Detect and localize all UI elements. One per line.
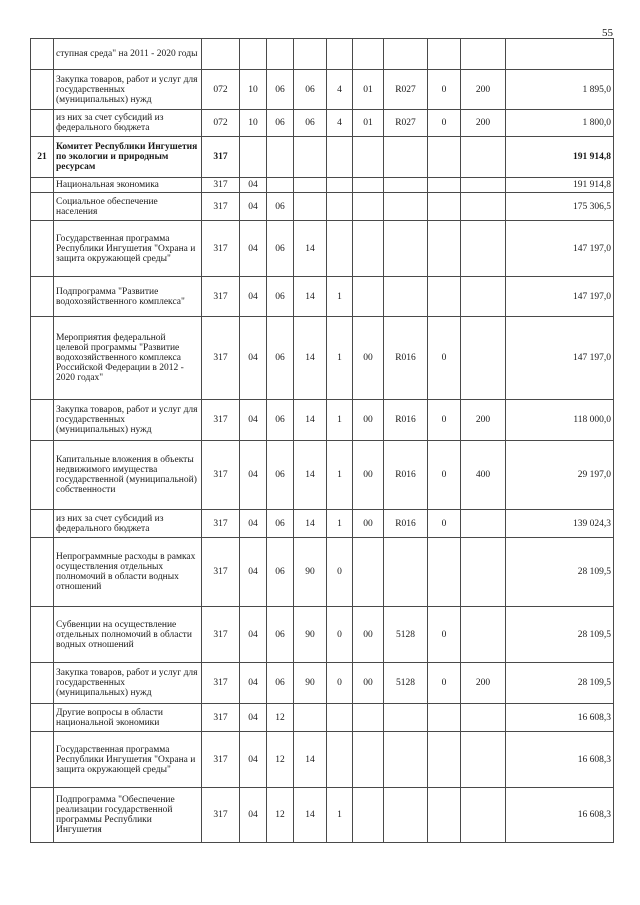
row-name-cell: из них за счет субсидий из федерального бюджета: [54, 110, 202, 137]
row-number-cell: [31, 663, 54, 704]
direction-code-cell: [384, 732, 428, 788]
section-code-cell: [240, 39, 267, 70]
main-activity-code-cell: [353, 538, 384, 607]
extra-code-cell: [428, 704, 461, 732]
extra-code-cell: [428, 193, 461, 221]
row-number-cell: [31, 110, 54, 137]
subsection-code-cell: 06: [267, 110, 294, 137]
row-number-cell: [31, 510, 54, 538]
subprogram-code-cell: 1: [327, 510, 353, 538]
subsection-code-cell: 06: [267, 70, 294, 110]
row-number-cell: [31, 70, 54, 110]
amount-cell: 1 895,0: [506, 70, 614, 110]
direction-code-cell: R016: [384, 510, 428, 538]
ministry-code-cell: 317: [202, 441, 240, 510]
extra-code-cell: 0: [428, 607, 461, 663]
table-row: [31, 277, 614, 317]
subprogram-code-cell: 1: [327, 277, 353, 317]
row-number-cell: [31, 221, 54, 277]
expense-type-cell: [461, 788, 506, 843]
main-activity-code-cell: [353, 788, 384, 843]
table-row: [31, 441, 614, 510]
extra-code-cell: 0: [428, 441, 461, 510]
direction-code-cell: [384, 178, 428, 193]
direction-code-cell: R016: [384, 317, 428, 400]
direction-code-cell: [384, 137, 428, 178]
table-row: [31, 193, 614, 221]
amount-cell: 147 197,0: [506, 317, 614, 400]
subsection-code-cell: [267, 137, 294, 178]
ministry-code-cell: 317: [202, 193, 240, 221]
direction-code-cell: [384, 193, 428, 221]
direction-code-cell: R016: [384, 400, 428, 441]
program-code-cell: [294, 704, 327, 732]
ministry-code-cell: 317: [202, 704, 240, 732]
table-row: [31, 732, 614, 788]
expense-type-cell: [461, 510, 506, 538]
row-name-cell: Национальная экономика: [54, 178, 202, 193]
direction-code-cell: [384, 39, 428, 70]
table-row: [31, 663, 614, 704]
subprogram-code-cell: 1: [327, 441, 353, 510]
expense-type-cell: 200: [461, 110, 506, 137]
extra-code-cell: [428, 221, 461, 277]
row-name-cell: Государственная программа Республики Ингушетия "Охрана и защита окружающей среды": [54, 732, 202, 788]
subprogram-code-cell: [327, 732, 353, 788]
section-code-cell: 04: [240, 704, 267, 732]
expense-type-cell: [461, 178, 506, 193]
expense-type-cell: 200: [461, 400, 506, 441]
table-row: [31, 788, 614, 843]
subprogram-code-cell: 1: [327, 317, 353, 400]
row-name-cell: Социальное обеспечение населения: [54, 193, 202, 221]
row-name-cell: Непрограммные расходы в рамках осуществления отдельных полномочий в области водных отношений: [54, 538, 202, 607]
main-activity-code-cell: [353, 277, 384, 317]
row-name-cell: Закупка товаров, работ и услуг для государственных (муниципальных) нужд: [54, 70, 202, 110]
amount-cell: 29 197,0: [506, 441, 614, 510]
subprogram-code-cell: 4: [327, 110, 353, 137]
amount-cell: 16 608,3: [506, 732, 614, 788]
main-activity-code-cell: [353, 178, 384, 193]
table-row: [31, 400, 614, 441]
extra-code-cell: [428, 788, 461, 843]
expense-type-cell: [461, 317, 506, 400]
expense-type-cell: 400: [461, 441, 506, 510]
main-activity-code-cell: 00: [353, 607, 384, 663]
ministry-code-cell: 317: [202, 317, 240, 400]
main-activity-code-cell: [353, 193, 384, 221]
row-number-cell: [31, 39, 54, 70]
subsection-code-cell: 12: [267, 788, 294, 843]
table-row: [31, 70, 614, 110]
table-row: [31, 137, 614, 178]
row-number-cell: [31, 538, 54, 607]
row-number-cell: [31, 277, 54, 317]
main-activity-code-cell: [353, 704, 384, 732]
table-row: [31, 538, 614, 607]
section-code-cell: 10: [240, 110, 267, 137]
subprogram-code-cell: [327, 221, 353, 277]
expense-type-cell: [461, 538, 506, 607]
extra-code-cell: 0: [428, 400, 461, 441]
subprogram-code-cell: 1: [327, 400, 353, 441]
subsection-code-cell: 06: [267, 663, 294, 704]
ministry-code-cell: 317: [202, 732, 240, 788]
amount-cell: 28 109,5: [506, 663, 614, 704]
subsection-code-cell: 12: [267, 704, 294, 732]
section-code-cell: 04: [240, 400, 267, 441]
row-name-cell: Комитет Республики Ингушетия по экологии и природным ресурсам: [54, 137, 202, 178]
table-row: [31, 110, 614, 137]
amount-cell: 139 024,3: [506, 510, 614, 538]
row-name-cell: Подпрограмма "Обеспечение реализации государственной программы Республики Ингушетия: [54, 788, 202, 843]
table-row: [31, 607, 614, 663]
direction-code-cell: 5128: [384, 663, 428, 704]
subsection-code-cell: [267, 178, 294, 193]
section-code-cell: 04: [240, 607, 267, 663]
extra-code-cell: 0: [428, 663, 461, 704]
program-code-cell: [294, 137, 327, 178]
table-row: [31, 221, 614, 277]
program-code-cell: 14: [294, 221, 327, 277]
section-code-cell: 04: [240, 732, 267, 788]
direction-code-cell: R016: [384, 441, 428, 510]
row-number-cell: [31, 317, 54, 400]
main-activity-code-cell: 00: [353, 400, 384, 441]
subsection-code-cell: 06: [267, 277, 294, 317]
program-code-cell: 14: [294, 400, 327, 441]
row-name-cell: Капитальные вложения в объекты недвижимого имущества государственной (муниципальной) собственности: [54, 441, 202, 510]
row-number-cell: [31, 607, 54, 663]
ministry-code-cell: 317: [202, 538, 240, 607]
amount-cell: 175 306,5: [506, 193, 614, 221]
section-code-cell: [240, 137, 267, 178]
row-number-cell: [31, 193, 54, 221]
subprogram-code-cell: [327, 193, 353, 221]
subsection-code-cell: 12: [267, 732, 294, 788]
section-code-cell: 04: [240, 193, 267, 221]
expense-type-cell: [461, 193, 506, 221]
subprogram-code-cell: [327, 704, 353, 732]
direction-code-cell: R027: [384, 70, 428, 110]
amount-cell: 28 109,5: [506, 538, 614, 607]
ministry-code-cell: 317: [202, 607, 240, 663]
amount-cell: 28 109,5: [506, 607, 614, 663]
program-code-cell: 14: [294, 317, 327, 400]
section-code-cell: 04: [240, 317, 267, 400]
program-code-cell: 14: [294, 441, 327, 510]
expense-type-cell: [461, 39, 506, 70]
table-row: [31, 39, 614, 70]
subprogram-code-cell: 1: [327, 788, 353, 843]
row-name-cell: Другие вопросы в области национальной экономики: [54, 704, 202, 732]
ministry-code-cell: 072: [202, 110, 240, 137]
row-name-cell: ступная среда" на 2011 - 2020 годы: [54, 39, 202, 70]
row-name-cell: Подпрограмма "Развитие водохозяйственного комплекса": [54, 277, 202, 317]
row-number-cell: [31, 178, 54, 193]
main-activity-code-cell: 01: [353, 70, 384, 110]
ministry-code-cell: 317: [202, 277, 240, 317]
row-name-cell: Государственная программа Республики Ингушетия "Охрана и защита окружающей среды": [54, 221, 202, 277]
subsection-code-cell: 06: [267, 193, 294, 221]
subprogram-code-cell: [327, 178, 353, 193]
amount-cell: 147 197,0: [506, 221, 614, 277]
extra-code-cell: [428, 538, 461, 607]
amount-cell: 16 608,3: [506, 704, 614, 732]
subsection-code-cell: 06: [267, 317, 294, 400]
main-activity-code-cell: [353, 39, 384, 70]
ministry-code-cell: 317: [202, 510, 240, 538]
section-code-cell: 10: [240, 70, 267, 110]
expense-type-cell: [461, 221, 506, 277]
ministry-code-cell: 317: [202, 178, 240, 193]
ministry-code-cell: 317: [202, 663, 240, 704]
direction-code-cell: 5128: [384, 607, 428, 663]
expense-type-cell: 200: [461, 663, 506, 704]
program-code-cell: 90: [294, 538, 327, 607]
section-code-cell: 04: [240, 178, 267, 193]
subsection-code-cell: 06: [267, 221, 294, 277]
program-code-cell: 06: [294, 70, 327, 110]
subprogram-code-cell: 0: [327, 663, 353, 704]
amount-cell: 118 000,0: [506, 400, 614, 441]
table-row: [31, 510, 614, 538]
subsection-code-cell: 06: [267, 538, 294, 607]
program-code-cell: [294, 39, 327, 70]
program-code-cell: 14: [294, 510, 327, 538]
main-activity-code-cell: 00: [353, 441, 384, 510]
extra-code-cell: [428, 137, 461, 178]
program-code-cell: 90: [294, 607, 327, 663]
main-activity-code-cell: 01: [353, 110, 384, 137]
subsection-code-cell: 06: [267, 510, 294, 538]
expense-type-cell: [461, 704, 506, 732]
extra-code-cell: [428, 178, 461, 193]
ministry-code-cell: 317: [202, 221, 240, 277]
main-activity-code-cell: 00: [353, 663, 384, 704]
program-code-cell: 14: [294, 788, 327, 843]
program-code-cell: 14: [294, 277, 327, 317]
row-name-cell: Мероприятия федеральной целевой программы "Развитие водохозяйственного комплекса Российской Федерации в 2012 - 2020 годах": [54, 317, 202, 400]
subsection-code-cell: [267, 39, 294, 70]
extra-code-cell: 0: [428, 510, 461, 538]
subsection-code-cell: 06: [267, 441, 294, 510]
ministry-code-cell: 072: [202, 70, 240, 110]
subprogram-code-cell: 0: [327, 538, 353, 607]
row-name-cell: Закупка товаров, работ и услуг для государственных (муниципальных) нужд: [54, 663, 202, 704]
direction-code-cell: [384, 221, 428, 277]
expense-type-cell: [461, 137, 506, 178]
direction-code-cell: R027: [384, 110, 428, 137]
row-number-cell: [31, 732, 54, 788]
section-code-cell: 04: [240, 788, 267, 843]
expense-type-cell: 200: [461, 70, 506, 110]
table-row: [31, 178, 614, 193]
program-code-cell: [294, 193, 327, 221]
amount-cell: 16 608,3: [506, 788, 614, 843]
row-name-cell: Субвенции на осуществление отдельных полномочий в области водных отношений: [54, 607, 202, 663]
program-code-cell: 06: [294, 110, 327, 137]
table-body: [31, 39, 614, 843]
section-code-cell: 04: [240, 441, 267, 510]
subsection-code-cell: 06: [267, 607, 294, 663]
table-row: [31, 317, 614, 400]
main-activity-code-cell: 00: [353, 317, 384, 400]
subprogram-code-cell: [327, 39, 353, 70]
main-activity-code-cell: [353, 732, 384, 788]
section-code-cell: 04: [240, 538, 267, 607]
direction-code-cell: [384, 704, 428, 732]
direction-code-cell: [384, 788, 428, 843]
ministry-code-cell: 317: [202, 788, 240, 843]
amount-cell: 147 197,0: [506, 277, 614, 317]
section-code-cell: 04: [240, 663, 267, 704]
extra-code-cell: [428, 277, 461, 317]
table-row: [31, 704, 614, 732]
amount-cell: [506, 39, 614, 70]
row-name-cell: из них за счет субсидий из федерального бюджета: [54, 510, 202, 538]
section-code-cell: 04: [240, 277, 267, 317]
expense-type-cell: [461, 277, 506, 317]
extra-code-cell: [428, 732, 461, 788]
ministry-code-cell: 317: [202, 137, 240, 178]
ministry-code-cell: 317: [202, 400, 240, 441]
section-code-cell: 04: [240, 221, 267, 277]
extra-code-cell: 0: [428, 110, 461, 137]
direction-code-cell: [384, 277, 428, 317]
expense-type-cell: [461, 607, 506, 663]
row-number-cell: [31, 704, 54, 732]
main-activity-code-cell: [353, 221, 384, 277]
budget-table: [30, 38, 614, 843]
amount-cell: 191 914,8: [506, 137, 614, 178]
program-code-cell: 90: [294, 663, 327, 704]
direction-code-cell: [384, 538, 428, 607]
extra-code-cell: 0: [428, 317, 461, 400]
row-number-cell: [31, 400, 54, 441]
row-number-cell: 21: [31, 137, 54, 178]
program-code-cell: 14: [294, 732, 327, 788]
ministry-code-cell: [202, 39, 240, 70]
program-code-cell: [294, 178, 327, 193]
amount-cell: 1 800,0: [506, 110, 614, 137]
subprogram-code-cell: 4: [327, 70, 353, 110]
main-activity-code-cell: [353, 137, 384, 178]
extra-code-cell: 0: [428, 70, 461, 110]
section-code-cell: 04: [240, 510, 267, 538]
amount-cell: 191 914,8: [506, 178, 614, 193]
row-name-cell: Закупка товаров, работ и услуг для государственных (муниципальных) нужд: [54, 400, 202, 441]
main-activity-code-cell: 00: [353, 510, 384, 538]
row-number-cell: [31, 788, 54, 843]
extra-code-cell: [428, 39, 461, 70]
expense-type-cell: [461, 732, 506, 788]
subprogram-code-cell: 0: [327, 607, 353, 663]
subprogram-code-cell: [327, 137, 353, 178]
subsection-code-cell: 06: [267, 400, 294, 441]
row-number-cell: [31, 441, 54, 510]
page-number: 55: [602, 27, 613, 39]
